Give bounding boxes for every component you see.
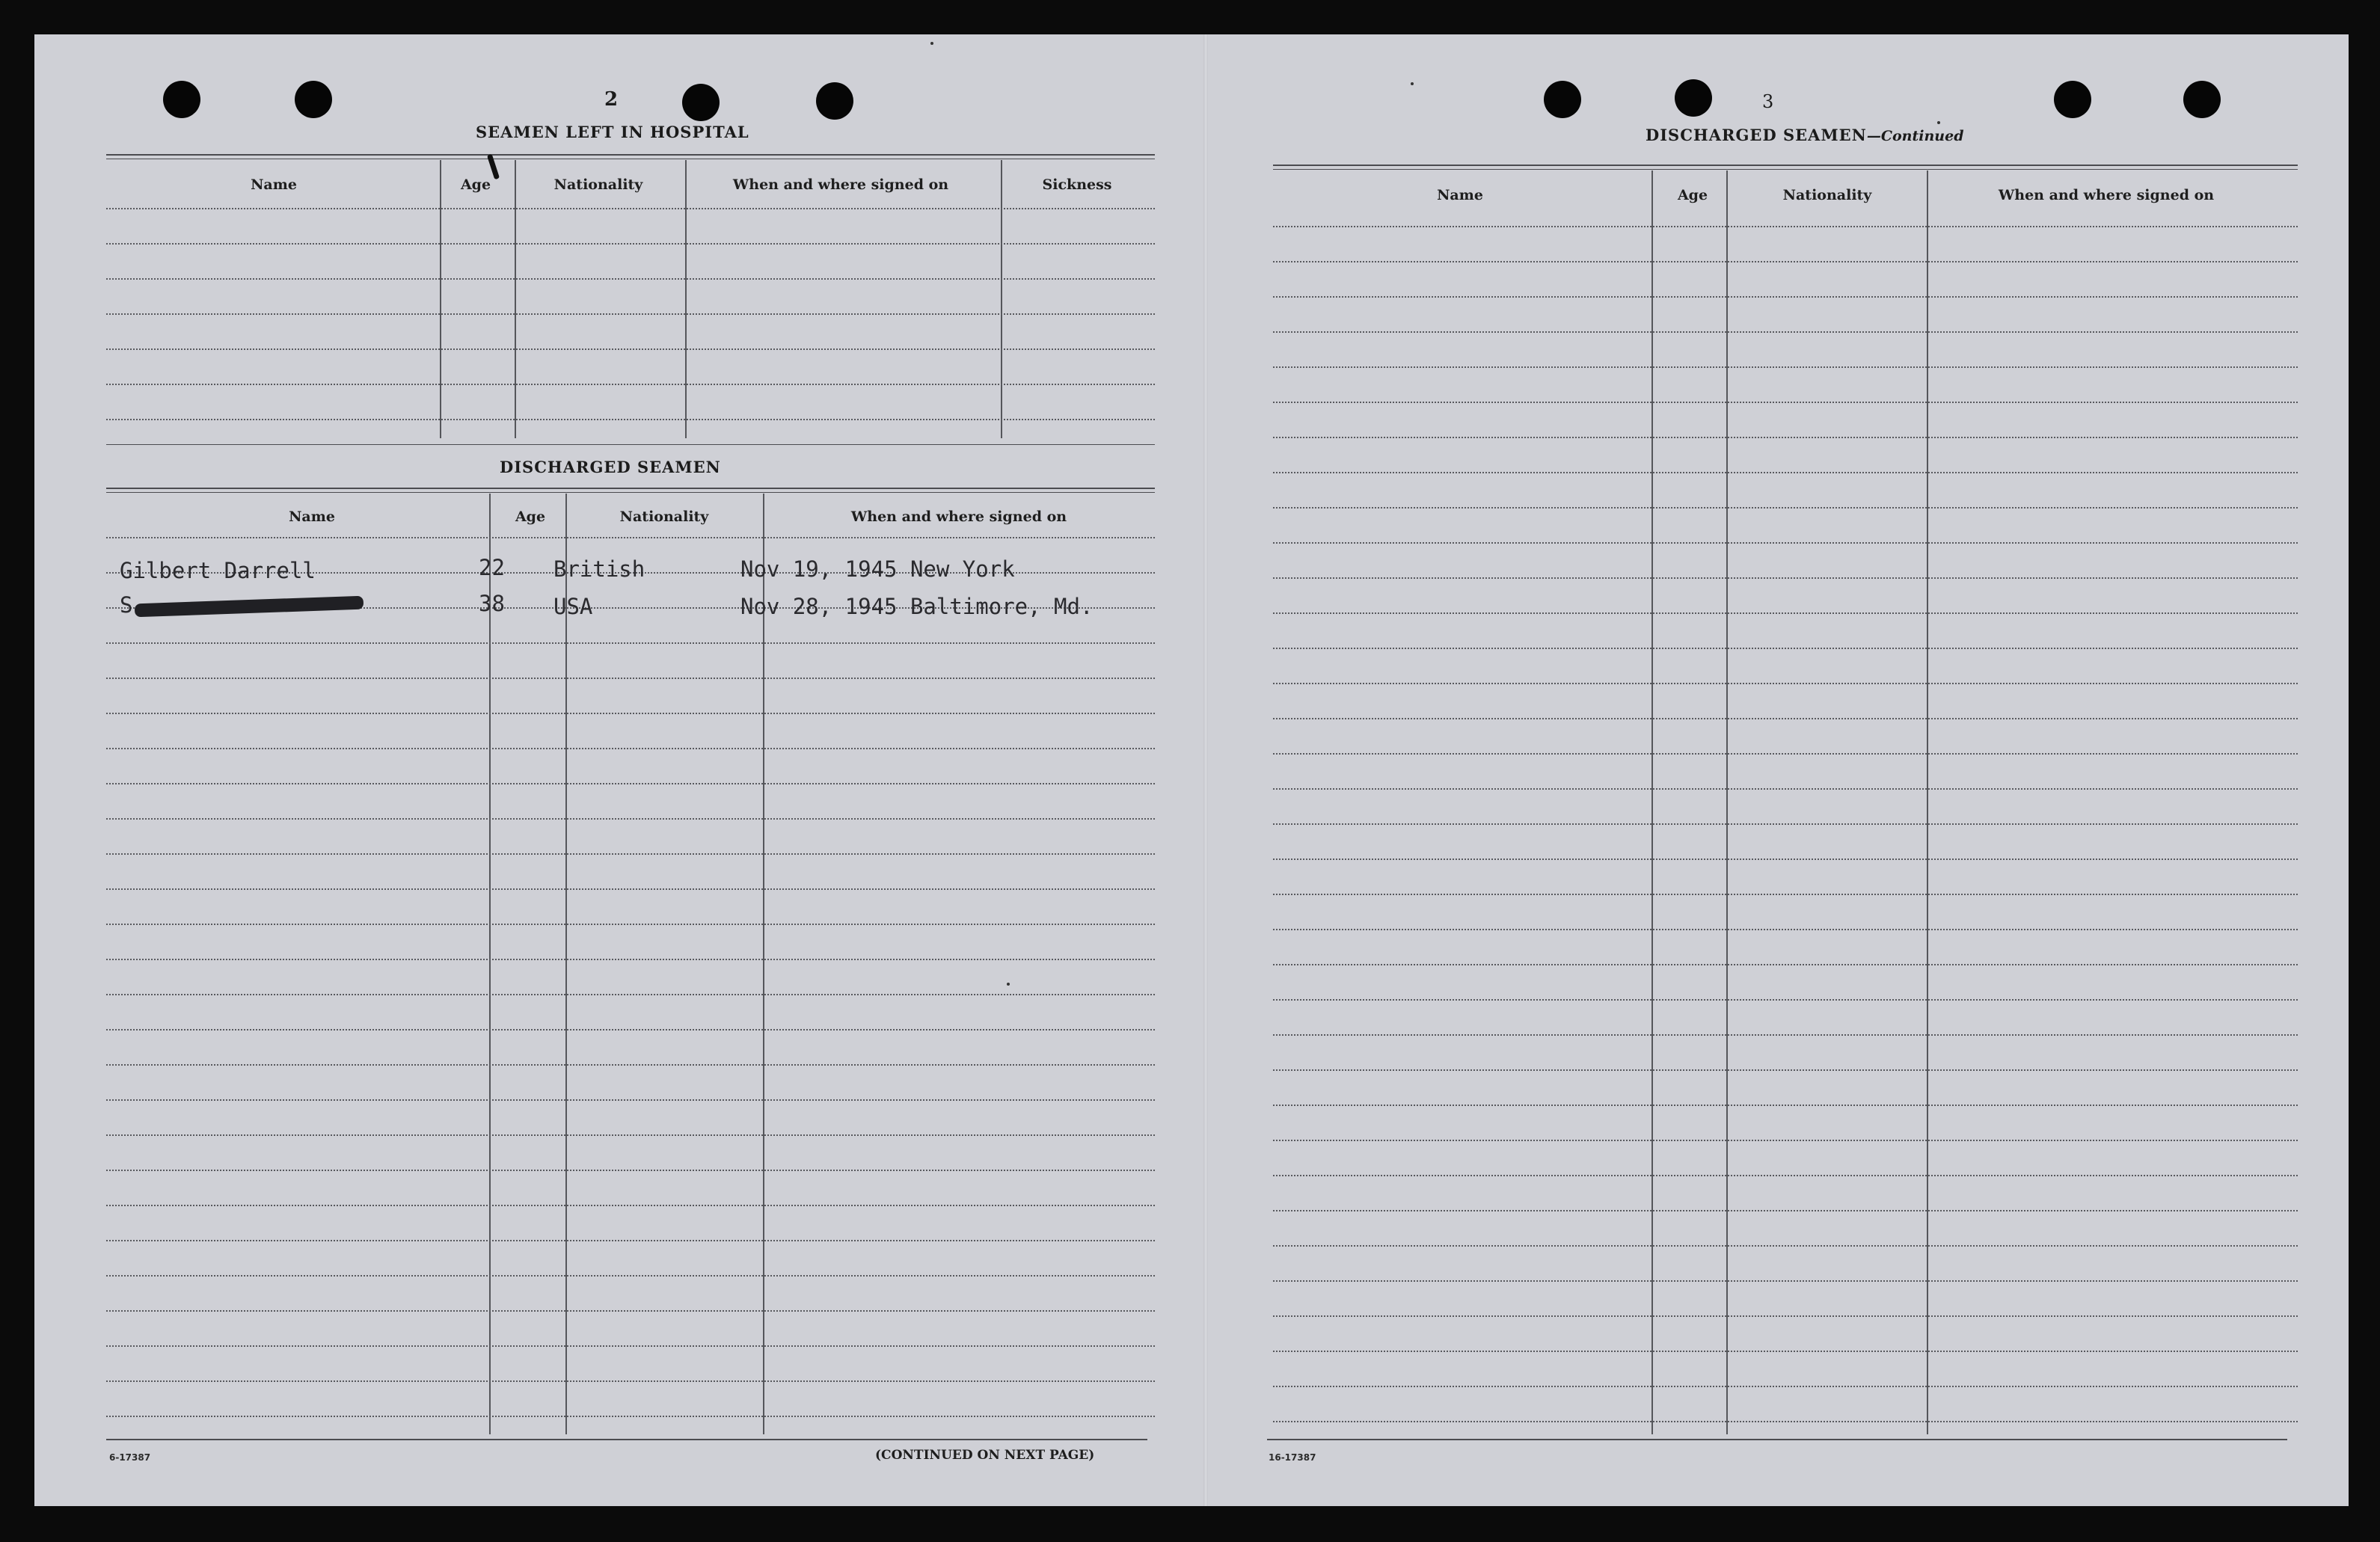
table-line xyxy=(106,1275,1155,1277)
table-line xyxy=(106,853,1155,855)
table-line xyxy=(106,1170,1155,1171)
title-main: DISCHARGED SEAMEN xyxy=(1646,126,1867,144)
form-number: 6-17387 xyxy=(109,1452,151,1463)
speck xyxy=(1007,983,1010,986)
table-line xyxy=(106,888,1155,890)
table-line xyxy=(106,713,1155,714)
seaman-name: Gilbert Darrell xyxy=(120,558,316,583)
speck xyxy=(930,42,933,45)
discharged-section-title: DISCHARGED SEAMEN xyxy=(500,458,721,476)
table-line xyxy=(1273,1386,2298,1387)
hospital-section-title: SEAMEN LEFT IN HOSPITAL xyxy=(476,123,749,141)
column-header: Sickness xyxy=(1042,176,1112,193)
column-header: Name xyxy=(289,509,335,525)
column-header: Name xyxy=(1437,187,1483,203)
table-line xyxy=(106,994,1155,995)
column-header: When and where signed on xyxy=(1998,187,2215,203)
table-line xyxy=(1273,718,2298,719)
table-line xyxy=(106,1064,1155,1066)
column-header: Nationality xyxy=(553,176,643,193)
table-line xyxy=(1273,823,2298,825)
table-line xyxy=(1273,648,2298,649)
table-line xyxy=(106,1310,1155,1312)
table-line xyxy=(1273,402,2298,403)
table-line xyxy=(1273,858,2298,860)
table-line xyxy=(1273,1140,2298,1141)
column-header: Nationality xyxy=(619,509,709,525)
table-line xyxy=(1273,1421,2298,1422)
table-line xyxy=(1273,472,2298,473)
table-line xyxy=(1273,929,2298,930)
column-divider xyxy=(763,494,764,1434)
title-continued: —Continued xyxy=(1866,128,1964,144)
table-line xyxy=(1273,437,2298,438)
table-line xyxy=(1273,1175,2298,1176)
table-line xyxy=(1273,894,2298,895)
table-line xyxy=(1273,1280,2298,1282)
table-line xyxy=(1273,331,2298,333)
table-line xyxy=(106,1240,1155,1241)
table-line xyxy=(106,278,1155,280)
table-line xyxy=(1273,788,2298,790)
table-line xyxy=(1273,964,2298,965)
discharged-continued-title xyxy=(1646,126,1964,144)
table-line xyxy=(1273,577,2298,579)
column-divider xyxy=(685,160,687,438)
table-line xyxy=(1273,261,2298,262)
table-line xyxy=(106,924,1155,925)
page-number: 2 xyxy=(604,88,619,111)
table-line xyxy=(106,1029,1155,1030)
table-line xyxy=(1273,542,2298,544)
table-line xyxy=(106,642,1155,644)
left-page xyxy=(34,34,1201,1506)
speck xyxy=(1937,121,1940,124)
table-line xyxy=(106,348,1155,350)
page-fold xyxy=(1203,34,1208,1506)
table-line xyxy=(106,748,1155,749)
table-line xyxy=(106,243,1155,245)
continued-footer: (CONTINUED ON NEXT PAGE) xyxy=(875,1448,1095,1463)
column-header: Name xyxy=(251,176,297,193)
table-line xyxy=(1273,999,2298,1001)
column-header: When and where signed on xyxy=(732,176,949,193)
table-line xyxy=(106,1416,1155,1417)
table-line xyxy=(1273,1034,2298,1036)
table-line xyxy=(106,1380,1155,1382)
speck xyxy=(1411,82,1414,85)
table-line xyxy=(1273,1210,2298,1211)
top-rule-2 xyxy=(1273,169,2298,170)
discharged-top-rule-2 xyxy=(106,492,1155,493)
table-line xyxy=(1273,226,2298,227)
table-line xyxy=(106,419,1155,420)
table-line xyxy=(1273,753,2298,755)
column-header: Age xyxy=(1677,187,1708,203)
seaman-signed-on: Nov 28, 1945 Baltimore, Md. xyxy=(740,594,1094,619)
table-line xyxy=(106,537,1155,538)
table-line xyxy=(106,678,1155,679)
struck-out-name xyxy=(135,596,364,618)
top-rule xyxy=(1273,165,2298,166)
page-number: 3 xyxy=(1762,91,1774,112)
seaman-age: 22 xyxy=(479,555,505,580)
table-line xyxy=(106,1134,1155,1136)
table-line xyxy=(106,818,1155,820)
table-line xyxy=(1273,1315,2298,1317)
seaman-age: 38 xyxy=(479,591,505,616)
column-divider xyxy=(565,494,567,1434)
table-line xyxy=(1273,1105,2298,1106)
table-line xyxy=(1273,612,2298,614)
table-line xyxy=(1273,366,2298,368)
column-header: When and where signed on xyxy=(850,509,1067,525)
table-line xyxy=(106,1345,1155,1347)
form-sheet xyxy=(34,34,2349,1506)
table-line xyxy=(1273,683,2298,684)
right-page xyxy=(1209,34,2349,1506)
bottom-rule xyxy=(1267,1439,2287,1440)
table-line xyxy=(1273,507,2298,509)
column-divider xyxy=(1001,160,1002,438)
hospital-top-rule xyxy=(106,154,1155,156)
table-line xyxy=(106,384,1155,385)
column-header: Age xyxy=(515,509,546,525)
table-line xyxy=(106,1099,1155,1101)
column-header: Nationality xyxy=(1782,187,1872,203)
column-header: Age xyxy=(460,176,491,193)
table-line xyxy=(1273,296,2298,298)
seaman-nationality: USA xyxy=(553,594,593,619)
bottom-rule xyxy=(106,1439,1147,1440)
table-line xyxy=(106,783,1155,784)
table-line xyxy=(106,208,1155,209)
discharged-top-rule xyxy=(106,488,1155,489)
table-line xyxy=(106,313,1155,315)
table-line xyxy=(1273,1069,2298,1071)
form-number: 16-17387 xyxy=(1269,1452,1316,1463)
table-line xyxy=(1273,1351,2298,1352)
table-line xyxy=(1273,1245,2298,1247)
column-divider xyxy=(489,494,491,1434)
table-line xyxy=(106,959,1155,960)
column-divider xyxy=(515,160,516,438)
table-line xyxy=(106,1205,1155,1206)
hospital-bottom-rule xyxy=(106,444,1155,445)
seaman-nationality: British xyxy=(553,556,645,582)
seaman-name: S xyxy=(120,592,133,618)
seaman-signed-on: Nov 19, 1945 New York xyxy=(740,556,1015,582)
column-divider xyxy=(440,160,441,438)
